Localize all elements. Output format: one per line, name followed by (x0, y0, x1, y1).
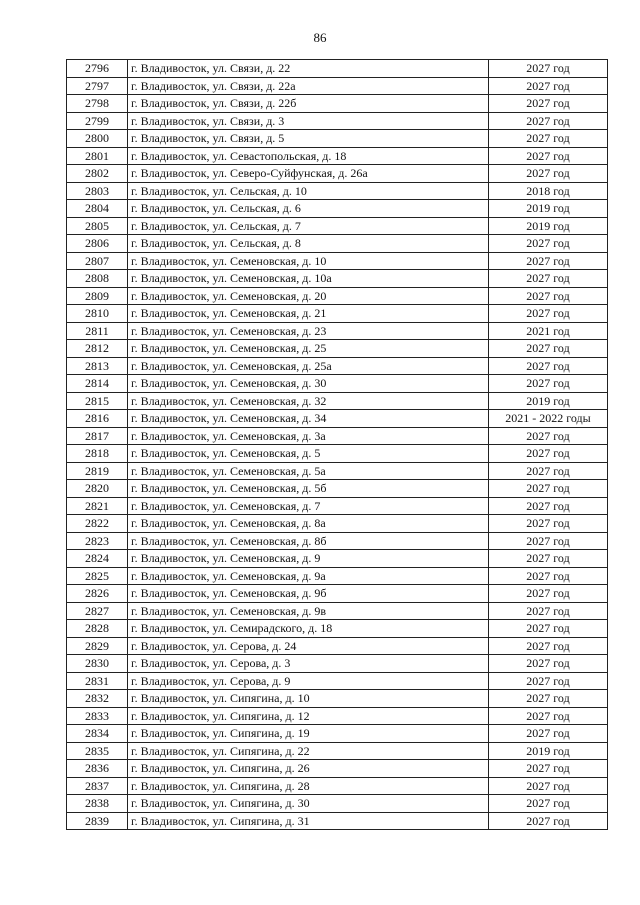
table-row (67, 60, 608, 78)
row-number-cell: 2829 (67, 637, 128, 655)
year-cell: 2027 год (489, 60, 608, 78)
address-cell: г. Владивосток, ул. Семеновская, д. 9б (128, 585, 489, 603)
table-row (67, 305, 608, 323)
year-cell: 2027 год (489, 777, 608, 795)
year-cell: 2027 год (489, 235, 608, 253)
registry-table (66, 59, 608, 830)
address-cell: г. Владивосток, ул. Серова, д. 9 (128, 672, 489, 690)
address-cell: г. Владивосток, ул. Сипягина, д. 30 (128, 795, 489, 813)
address-cell: г. Владивосток, ул. Семеновская, д. 21 (128, 305, 489, 323)
year-cell: 2027 год (489, 340, 608, 358)
address-cell: г. Владивосток, ул. Сипягина, д. 10 (128, 690, 489, 708)
year-cell: 2019 год (489, 742, 608, 760)
table-row (67, 777, 608, 795)
year-cell: 2027 год (489, 725, 608, 743)
row-number-cell: 2804 (67, 200, 128, 218)
row-number-cell: 2797 (67, 77, 128, 95)
year-cell: 2027 год (489, 567, 608, 585)
address-cell: г. Владивосток, ул. Семирадского, д. 18 (128, 620, 489, 638)
year-cell: 2027 год (489, 375, 608, 393)
address-cell: г. Владивосток, ул. Семеновская, д. 34 (128, 410, 489, 428)
table-row (67, 200, 608, 218)
row-number-cell: 2800 (67, 130, 128, 148)
row-number-cell: 2815 (67, 392, 128, 410)
year-cell: 2027 год (489, 270, 608, 288)
row-number-cell: 2817 (67, 427, 128, 445)
address-cell: г. Владивосток, ул. Семеновская, д. 5б (128, 480, 489, 498)
year-cell: 2027 год (489, 357, 608, 375)
year-cell: 2027 год (489, 305, 608, 323)
year-cell: 2027 год (489, 532, 608, 550)
table-row (67, 392, 608, 410)
year-cell: 2027 год (489, 585, 608, 603)
row-number-cell: 2824 (67, 550, 128, 568)
row-number-cell: 2808 (67, 270, 128, 288)
year-cell: 2027 год (489, 637, 608, 655)
address-cell: г. Владивосток, ул. Серова, д. 3 (128, 655, 489, 673)
year-cell: 2019 год (489, 392, 608, 410)
row-number-cell: 2823 (67, 532, 128, 550)
table-row (67, 637, 608, 655)
row-number-cell: 2807 (67, 252, 128, 270)
address-cell: г. Владивосток, ул. Серова, д. 24 (128, 637, 489, 655)
row-number-cell: 2838 (67, 795, 128, 813)
row-number-cell: 2820 (67, 480, 128, 498)
table-row (67, 550, 608, 568)
table-row (67, 497, 608, 515)
row-number-cell: 2801 (67, 147, 128, 165)
address-cell: г. Владивосток, ул. Сипягина, д. 12 (128, 707, 489, 725)
table-row (67, 235, 608, 253)
row-number-cell: 2822 (67, 515, 128, 533)
address-cell: г. Владивосток, ул. Сельская, д. 7 (128, 217, 489, 235)
table-row (67, 182, 608, 200)
address-cell: г. Владивосток, ул. Семеновская, д. 23 (128, 322, 489, 340)
address-cell: г. Владивосток, ул. Сипягина, д. 28 (128, 777, 489, 795)
row-number-cell: 2805 (67, 217, 128, 235)
year-cell: 2027 год (489, 165, 608, 183)
row-number-cell: 2834 (67, 725, 128, 743)
address-cell: г. Владивосток, ул. Сипягина, д. 22 (128, 742, 489, 760)
table-row (67, 742, 608, 760)
address-cell: г. Владивосток, ул. Семеновская, д. 10 (128, 252, 489, 270)
address-cell: г. Владивосток, ул. Сипягина, д. 26 (128, 760, 489, 778)
row-number-cell: 2826 (67, 585, 128, 603)
row-number-cell: 2814 (67, 375, 128, 393)
table-row (67, 462, 608, 480)
address-cell: г. Владивосток, ул. Семеновская, д. 25а (128, 357, 489, 375)
row-number-cell: 2832 (67, 690, 128, 708)
year-cell: 2027 год (489, 620, 608, 638)
page-number: 86 (313, 30, 327, 45)
address-cell: г. Владивосток, ул. Семеновская, д. 10а (128, 270, 489, 288)
row-number-cell: 2803 (67, 182, 128, 200)
table-row (67, 357, 608, 375)
table-row (67, 112, 608, 130)
row-number-cell: 2810 (67, 305, 128, 323)
address-cell: г. Владивосток, ул. Сельская, д. 6 (128, 200, 489, 218)
table-row (67, 410, 608, 428)
year-cell: 2027 год (489, 760, 608, 778)
row-number-cell: 2816 (67, 410, 128, 428)
row-number-cell: 2796 (67, 60, 128, 78)
address-cell: г. Владивосток, ул. Сельская, д. 10 (128, 182, 489, 200)
year-cell: 2027 год (489, 497, 608, 515)
table-row (67, 567, 608, 585)
table-row (67, 480, 608, 498)
year-cell: 2021 - 2022 годы (489, 410, 608, 428)
address-cell: г. Владивосток, ул. Севастопольская, д. 18 (128, 147, 489, 165)
year-cell: 2027 год (489, 515, 608, 533)
address-cell: г. Владивосток, ул. Семеновская, д. 7 (128, 497, 489, 515)
table-row (67, 217, 608, 235)
table-row (67, 340, 608, 358)
year-cell: 2027 год (489, 95, 608, 113)
address-cell: г. Владивосток, ул. Семеновская, д. 8а (128, 515, 489, 533)
table-row (67, 585, 608, 603)
address-cell: г. Владивосток, ул. Семеновская, д. 32 (128, 392, 489, 410)
year-cell: 2027 год (489, 77, 608, 95)
table-row (67, 795, 608, 813)
address-cell: г. Владивосток, ул. Сельская, д. 8 (128, 235, 489, 253)
address-cell: г. Владивосток, ул. Связи, д. 22а (128, 77, 489, 95)
address-cell: г. Владивосток, ул. Семеновская, д. 9в (128, 602, 489, 620)
table-row (67, 602, 608, 620)
year-cell: 2027 год (489, 445, 608, 463)
table-row (67, 515, 608, 533)
year-cell: 2027 год (489, 287, 608, 305)
table-row (67, 427, 608, 445)
table-row (67, 375, 608, 393)
table-row (67, 165, 608, 183)
address-cell: г. Владивосток, ул. Семеновская, д. 8б (128, 532, 489, 550)
year-cell: 2027 год (489, 707, 608, 725)
address-cell: г. Владивосток, ул. Семеновская, д. 5а (128, 462, 489, 480)
row-number-cell: 2837 (67, 777, 128, 795)
table-row (67, 672, 608, 690)
row-number-cell: 2835 (67, 742, 128, 760)
row-number-cell: 2839 (67, 812, 128, 830)
table-row (67, 690, 608, 708)
table-row (67, 655, 608, 673)
year-cell: 2027 год (489, 690, 608, 708)
address-cell: г. Владивосток, ул. Сипягина, д. 31 (128, 812, 489, 830)
row-number-cell: 2811 (67, 322, 128, 340)
year-cell: 2019 год (489, 200, 608, 218)
registry-table-body (67, 60, 608, 830)
row-number-cell: 2819 (67, 462, 128, 480)
address-cell: г. Владивосток, ул. Сипягина, д. 19 (128, 725, 489, 743)
row-number-cell: 2818 (67, 445, 128, 463)
address-cell: г. Владивосток, ул. Связи, д. 3 (128, 112, 489, 130)
address-cell: г. Владивосток, ул. Семеновская, д. 20 (128, 287, 489, 305)
address-cell: г. Владивосток, ул. Связи, д. 22 (128, 60, 489, 78)
address-cell: г. Владивосток, ул. Семеновская, д. 25 (128, 340, 489, 358)
year-cell: 2019 год (489, 217, 608, 235)
year-cell: 2027 год (489, 427, 608, 445)
table-row (67, 270, 608, 288)
row-number-cell: 2802 (67, 165, 128, 183)
year-cell: 2027 год (489, 462, 608, 480)
row-number-cell: 2828 (67, 620, 128, 638)
table-row (67, 322, 608, 340)
year-cell: 2027 год (489, 130, 608, 148)
table-row (67, 812, 608, 830)
address-cell: г. Владивосток, ул. Связи, д. 5 (128, 130, 489, 148)
row-number-cell: 2812 (67, 340, 128, 358)
table-row (67, 532, 608, 550)
row-number-cell: 2827 (67, 602, 128, 620)
row-number-cell: 2830 (67, 655, 128, 673)
row-number-cell: 2813 (67, 357, 128, 375)
table-row (67, 620, 608, 638)
table-row (67, 95, 608, 113)
row-number-cell: 2833 (67, 707, 128, 725)
year-cell: 2018 год (489, 182, 608, 200)
row-number-cell: 2831 (67, 672, 128, 690)
row-number-cell: 2799 (67, 112, 128, 130)
address-cell: г. Владивосток, ул. Северо-Суйфунская, д. 26а (128, 165, 489, 183)
row-number-cell: 2809 (67, 287, 128, 305)
table-row (67, 760, 608, 778)
row-number-cell: 2821 (67, 497, 128, 515)
year-cell: 2027 год (489, 252, 608, 270)
row-number-cell: 2825 (67, 567, 128, 585)
year-cell: 2027 год (489, 550, 608, 568)
address-cell: г. Владивосток, ул. Семеновская, д. 3а (128, 427, 489, 445)
row-number-cell: 2836 (67, 760, 128, 778)
year-cell: 2027 год (489, 672, 608, 690)
address-cell: г. Владивосток, ул. Семеновская, д. 9 (128, 550, 489, 568)
year-cell: 2027 год (489, 602, 608, 620)
year-cell: 2027 год (489, 812, 608, 830)
year-cell: 2027 год (489, 480, 608, 498)
address-cell: г. Владивосток, ул. Семеновская, д. 9а (128, 567, 489, 585)
table-row (67, 77, 608, 95)
year-cell: 2027 год (489, 795, 608, 813)
table-row (67, 725, 608, 743)
table-row (67, 130, 608, 148)
table-row (67, 287, 608, 305)
table-row (67, 252, 608, 270)
table-row (67, 147, 608, 165)
year-cell: 2021 год (489, 322, 608, 340)
row-number-cell: 2798 (67, 95, 128, 113)
row-number-cell: 2806 (67, 235, 128, 253)
year-cell: 2027 год (489, 112, 608, 130)
address-cell: г. Владивосток, ул. Семеновская, д. 30 (128, 375, 489, 393)
address-cell: г. Владивосток, ул. Связи, д. 22б (128, 95, 489, 113)
table-row (67, 707, 608, 725)
year-cell: 2027 год (489, 655, 608, 673)
address-cell: г. Владивосток, ул. Семеновская, д. 5 (128, 445, 489, 463)
year-cell: 2027 год (489, 147, 608, 165)
table-row (67, 445, 608, 463)
